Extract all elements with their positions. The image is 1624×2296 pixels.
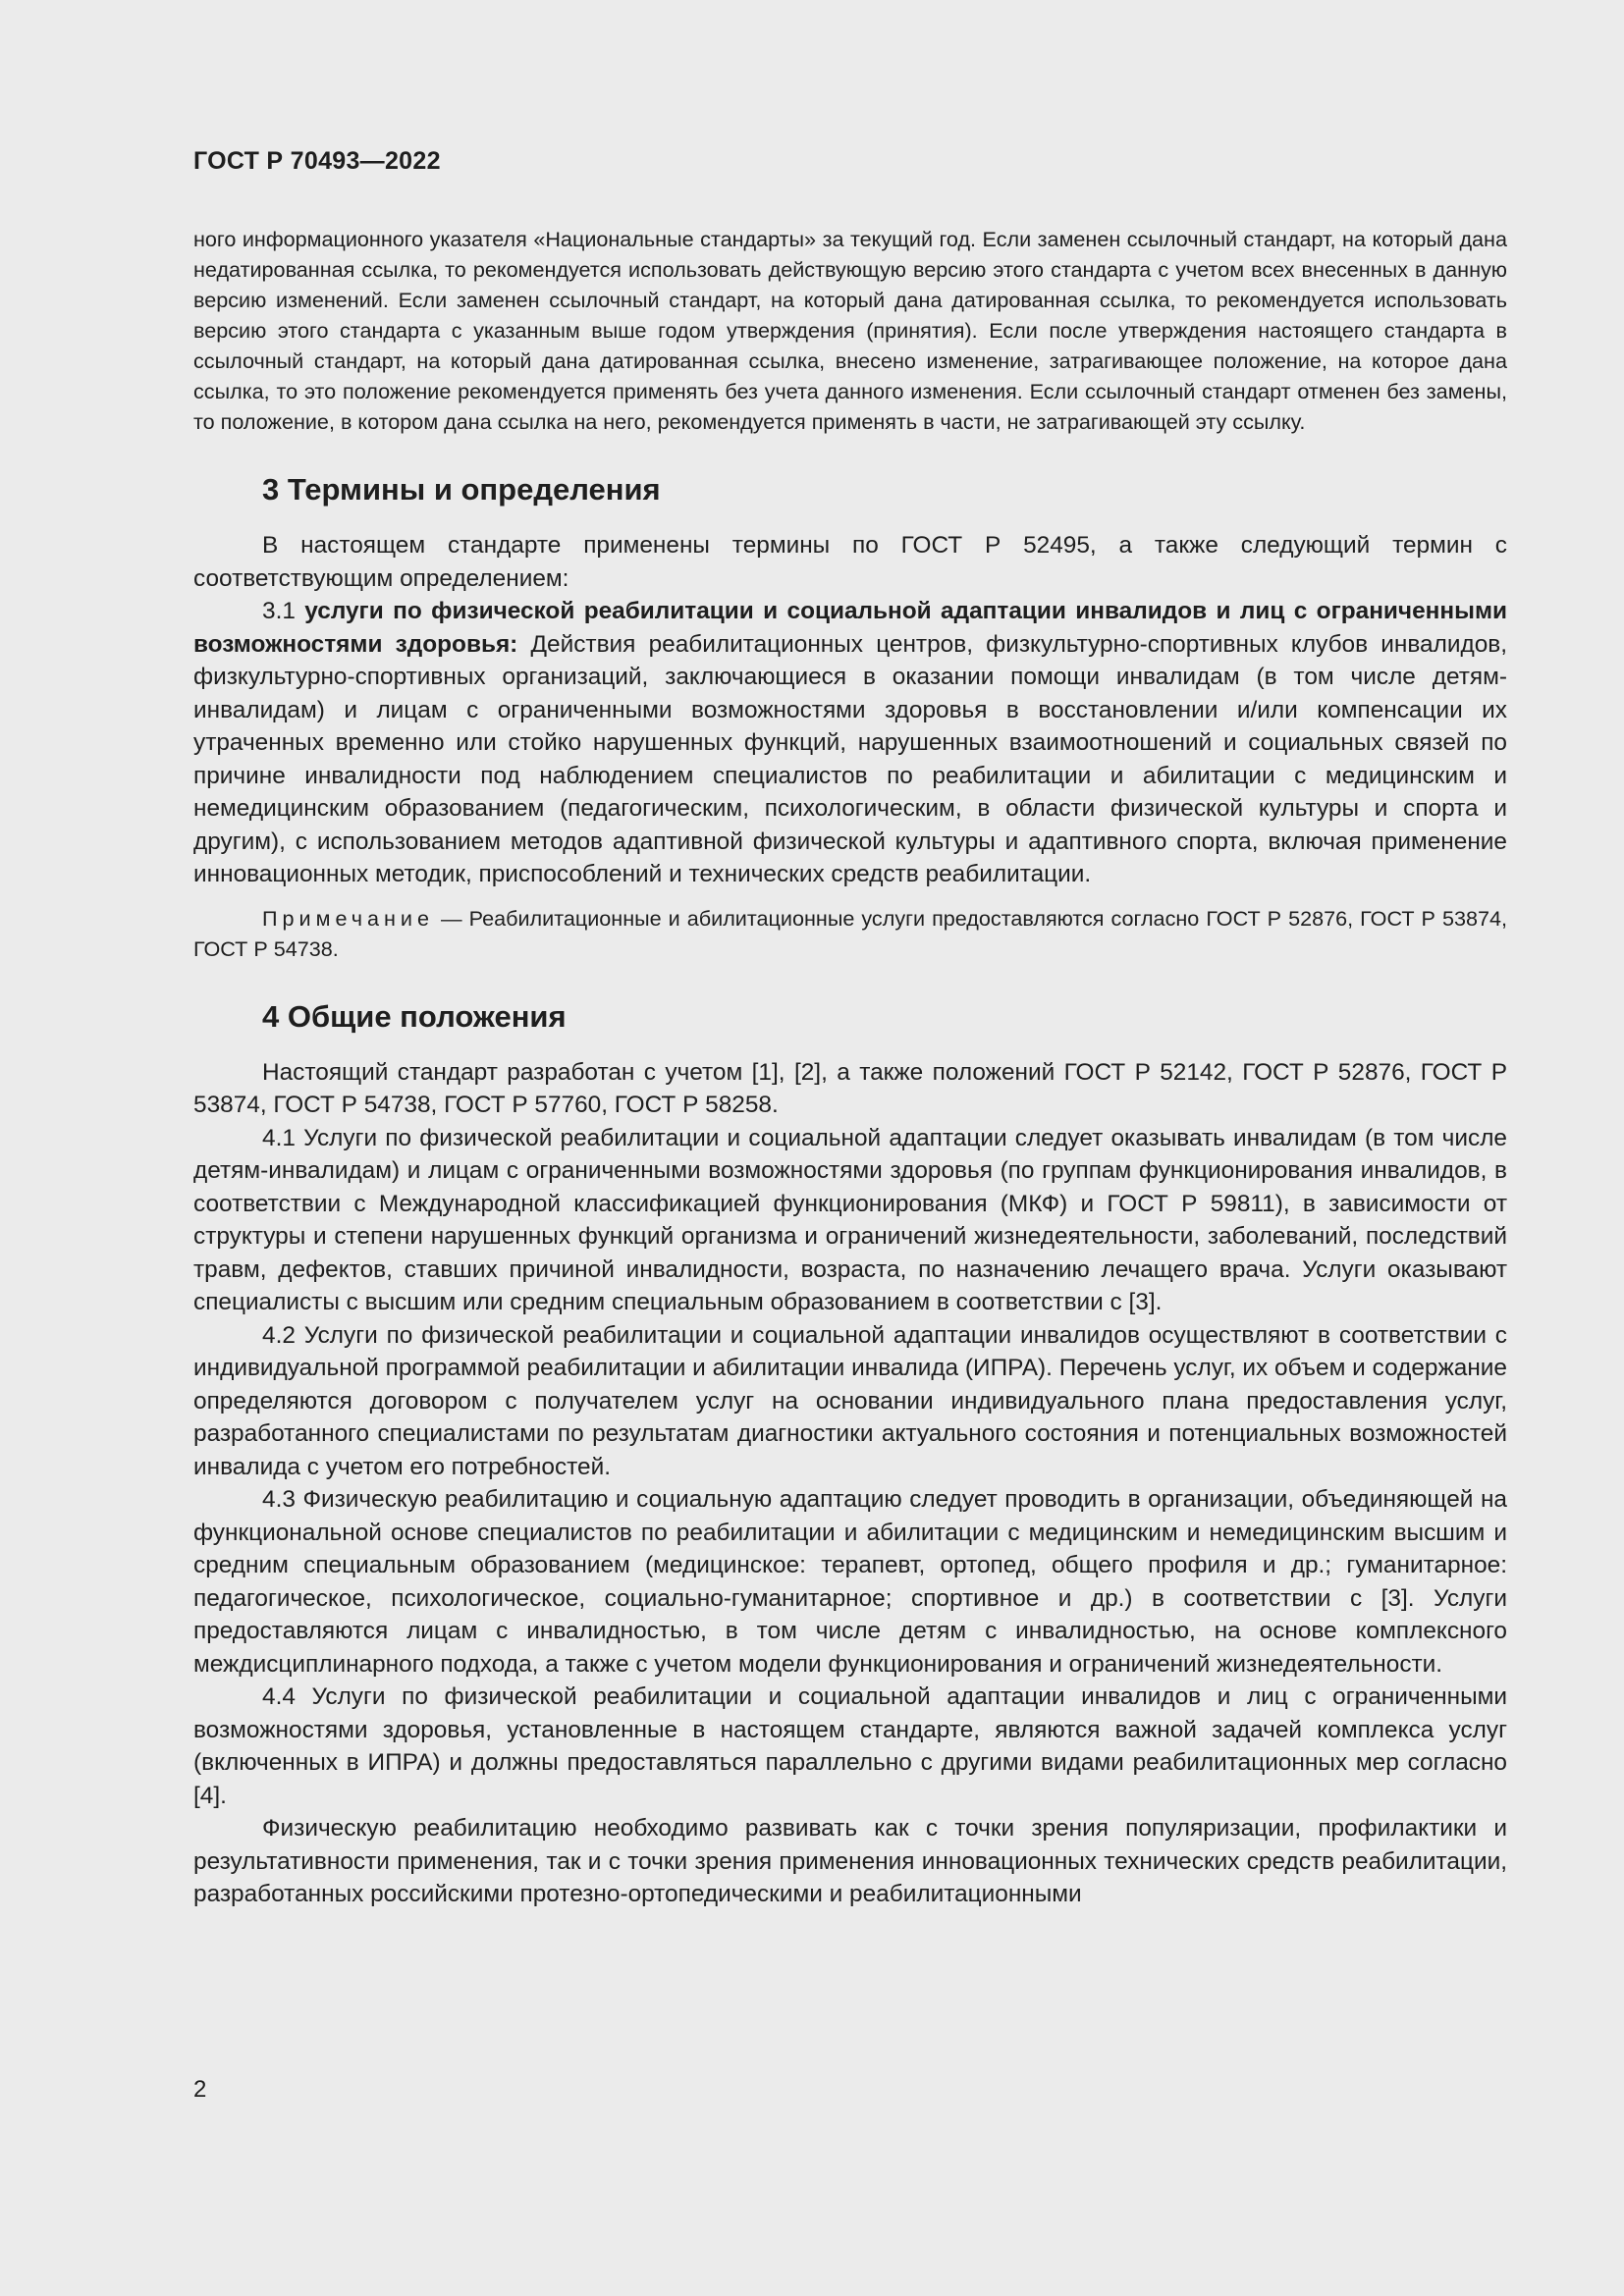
- document-header-id: ГОСТ Р 70493—2022: [193, 147, 441, 175]
- term-name: услуги по физической реабилитации и социальной адаптации инвалидов и лиц с ограниченными возможностями здоровья:: [193, 598, 1507, 658]
- intro-paragraph: ного информационного указателя «Национальные стандарты» за текущий год. Если заменен ссылочный стандарт, на который дана недатированная ссылка, то рекомендуется использовать действующую версию этого стандарта с учетом всех внесенных в данную версию изменений. Если заменен ссылочный стандарт, на который дана датированная ссылка, то рекомендуется использовать версию этого стандарта с указанным выше годом утверждения (принятия). Если после утверждения настоящего стандарта в ссылочный стандарт, на который дана датированная ссылка, внесено изменение, затрагивающее положение, на которое дана ссылка, то это положение рекомендуется применять без учета данного изменения. Если ссылочный стандарт отменен без замены, то положение, в котором дана ссылка на него, рекомендуется применять в части, не затрагивающей эту ссылку.: [193, 227, 1507, 434]
- term-number: 3.1: [262, 598, 305, 624]
- page-content: [193, 224, 1507, 1911]
- term-3-1: [193, 595, 1507, 891]
- section-3-note: [193, 903, 1507, 964]
- section-4-intro: Настоящий стандарт разработан с учетом [1], [2], а также положений ГОСТ Р 52142, ГОСТ Р 52876, ГОСТ Р 53874, ГОСТ Р 54738, ГОСТ Р 57760, ГОСТ Р 58258.: [193, 1058, 1507, 1118]
- page-number: 2: [193, 2076, 207, 2103]
- section-4-last-paragraph: Физическую реабилитацию необходимо развивать как с точки зрения популяризации, профилактики и результативности применения, так и с точки зрения применения инновационных технических средств реабилитации, разработанных российскими протезно-ортопедическими и реабилитационными: [193, 1815, 1507, 1907]
- note-label: Примечание: [262, 905, 434, 931]
- section-3-intro: В настоящем стандарте применены термины по ГОСТ Р 52495, а также следующий термин с соответствующим определением:: [193, 532, 1507, 592]
- note-text: — Реабилитационные и абилитационные услуги предоставляются согласно ГОСТ Р 52876, ГОСТ Р 53874, ГОСТ Р 54738.: [193, 905, 1507, 961]
- term-definition: Действия реабилитационных центров, физкультурно-спортивных клубов инвалидов, физкультурно-спортивных организаций, заключающиеся в оказании помощи инвалидам (в том числе детям-инвалидам) и лицам с ограниченными возможностями здоровья в восстановлении и/или компенсации их утраченных временно или стойко нарушенных функций, нарушенных взаимоотношений и социальных связей по причине инвалидности под наблюдением специалистов по реабилитации и абилитации с медицинским и немедицинским образованием (педагогическим, психологическим, в области физической культуры и спорта и другим), с использованием методов адаптивной физической культуры и адаптивного спорта, включая применение инновационных методик, приспособлений и технических средств реабилитации.: [193, 630, 1507, 887]
- clause-4-4: 4.4 Услуги по физической реабилитации и социальной адаптации инвалидов и лиц с ограниченными возможностями здоровья, установленные в настоящем стандарте, являются важной задачей комплекса услуг (включенных в ИПРА) и должны предоставляться параллельно с другими видами реабилитационных мер согласно [4].: [193, 1683, 1507, 1809]
- section-3-title: 3 Термины и определения: [262, 472, 661, 507]
- clause-4-3: 4.3 Физическую реабилитацию и социальную адаптацию следует проводить в организации, объединяющей на функциональной основе специалистов по реабилитации и абилитации с медицинским и немедицинским высшим и средним специальным образованием (медицинское: терапевт, ортопед, общего профиля и др.; гуманитарное: педагогическое, психологическое, социально-гуманитарное; спортивное и др.) в соответствии с [3]. Услуги предоставляются лицам с инвалидностью, в том числе детям с инвалидностью, на основе комплексного междисциплинарного подхода, а также с учетом модели функционирования и ограничений жизнедеятельности.: [193, 1486, 1507, 1678]
- clause-4-2: 4.2 Услуги по физической реабилитации и социальной адаптации инвалидов осуществляют в соответствии с индивидуальной программой реабилитации и абилитации инвалида (ИПРА). Перечень услуг, их объем и содержание определяются договором с получателем услуг на основании индивидуального плана предоставления услуг, разработанного специалистами по результатам диагностики актуального состояния и потенциальных возможностей инвалида с учетом его потребностей.: [193, 1321, 1507, 1480]
- section-4-title: 4 Общие положения: [262, 998, 567, 1034]
- clause-4-1: 4.1 Услуги по физической реабилитации и социальной адаптации следует оказывать инвалидам (в том числе детям-инвалидам) и лицам с ограниченными возможностями здоровья (по группам функционирования инвалидов, в соответствии с Международной классификацией функционирования (МКФ) и ГОСТ Р 59811), в зависимости от структуры и степени нарушенных функций организма и ограничений жизнедеятельности, заболеваний, последствий травм, дефектов, ставших причиной инвалидности, возраста, по назначению лечащего врача. Услуги оказывают специалисты с высшим или средним специальным образованием в соответствии с [3].: [193, 1124, 1507, 1315]
